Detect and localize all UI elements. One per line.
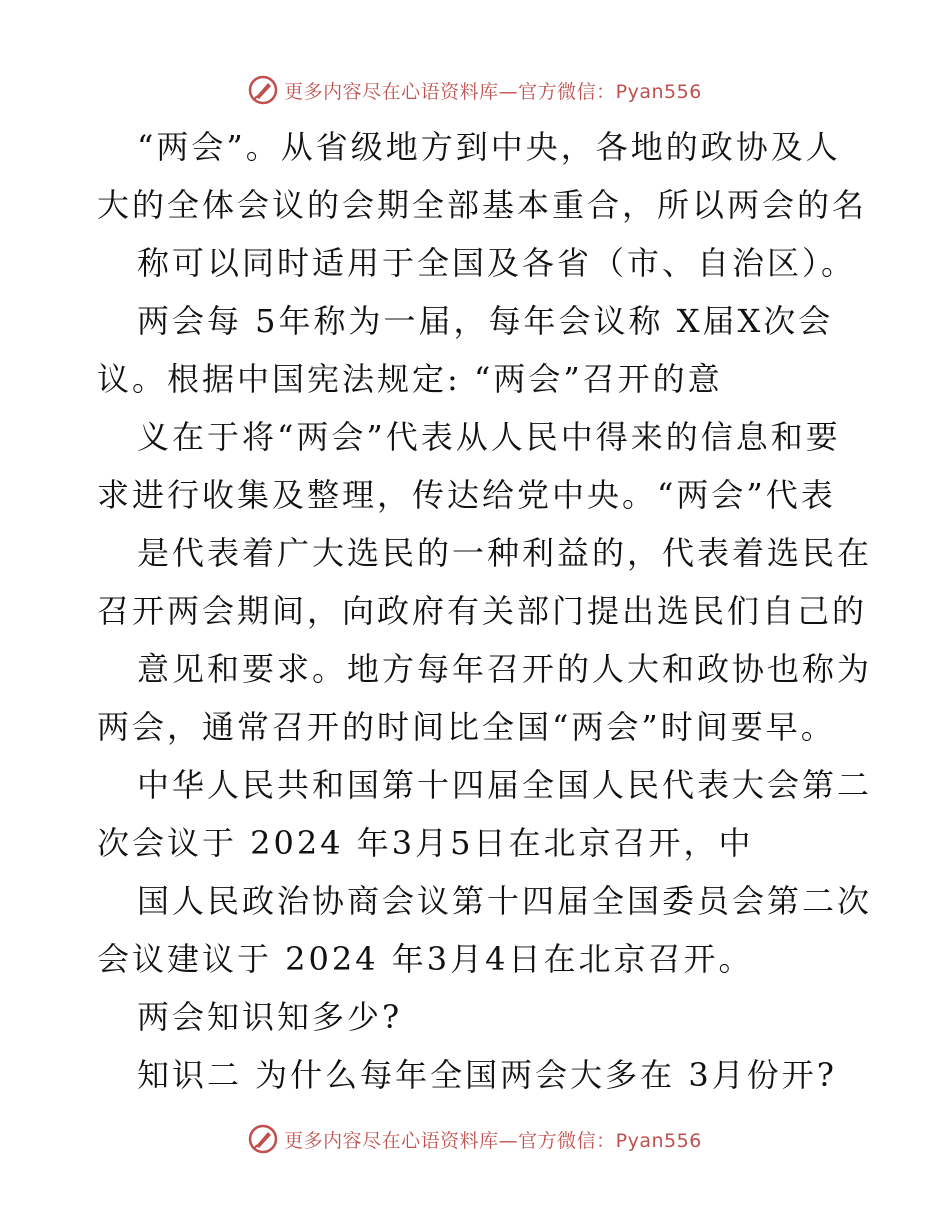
- text-line: 次会议于 2024 年3月5日在北京召开，中: [97, 824, 754, 862]
- text-line: 称可以同时适用于全国及各省（市、自治区）。: [137, 244, 857, 282]
- text-line: 两会每 5年称为一届，每年会议称 X届X次会: [137, 302, 834, 340]
- text-line: 知识二 为什么每年全国两会大多在 3月份开?: [137, 1056, 837, 1094]
- text-line: 两会，通常召开的时间比全国“两会”时间要早。: [97, 708, 836, 746]
- quill-pen-logo-icon: [248, 1124, 278, 1154]
- text-line: 召开两会期间，向政府有关部门提出选民们自己的: [97, 592, 868, 630]
- text-line: 意见和要求。地方每年召开的人大和政协也称为: [137, 650, 873, 688]
- text-line: 会议建议于 2024 年3月4日在北京召开。: [97, 940, 754, 978]
- text-line: 义在于将“两会”代表从人民中得来的信息和要: [137, 418, 841, 456]
- document-body: [97, 118, 873, 1104]
- header-banner-text: 更多内容尽在心语资料库—官方微信：Pyan556: [284, 80, 702, 103]
- text-line: “两会”。从省级地方到中央，各地的政协及人: [137, 128, 841, 166]
- footer-banner-text: 更多内容尽在心语资料库—官方微信：Pyan556: [284, 1129, 702, 1152]
- text-line: 是代表着广大选民的一种利益的，代表着选民在: [137, 534, 873, 572]
- text-line: 议。根据中国宪法规定: “两会”召开的意: [97, 360, 723, 398]
- text-line: 国人民政治协商会议第十四届全国委员会第二次: [137, 882, 873, 920]
- header-banner: [0, 73, 950, 107]
- text-line: 两会知识知多少?: [137, 998, 403, 1036]
- quill-pen-logo-icon: [248, 75, 278, 105]
- footer-banner: [0, 1122, 950, 1156]
- text-line: 大的全体会议的会期全部基本重合，所以两会的名: [97, 186, 868, 224]
- text-line: 中华人民共和国第十四届全国人民代表大会第二: [137, 766, 873, 804]
- text-line: 求进行收集及整理，传达给党中央。“两会”代表: [97, 476, 836, 514]
